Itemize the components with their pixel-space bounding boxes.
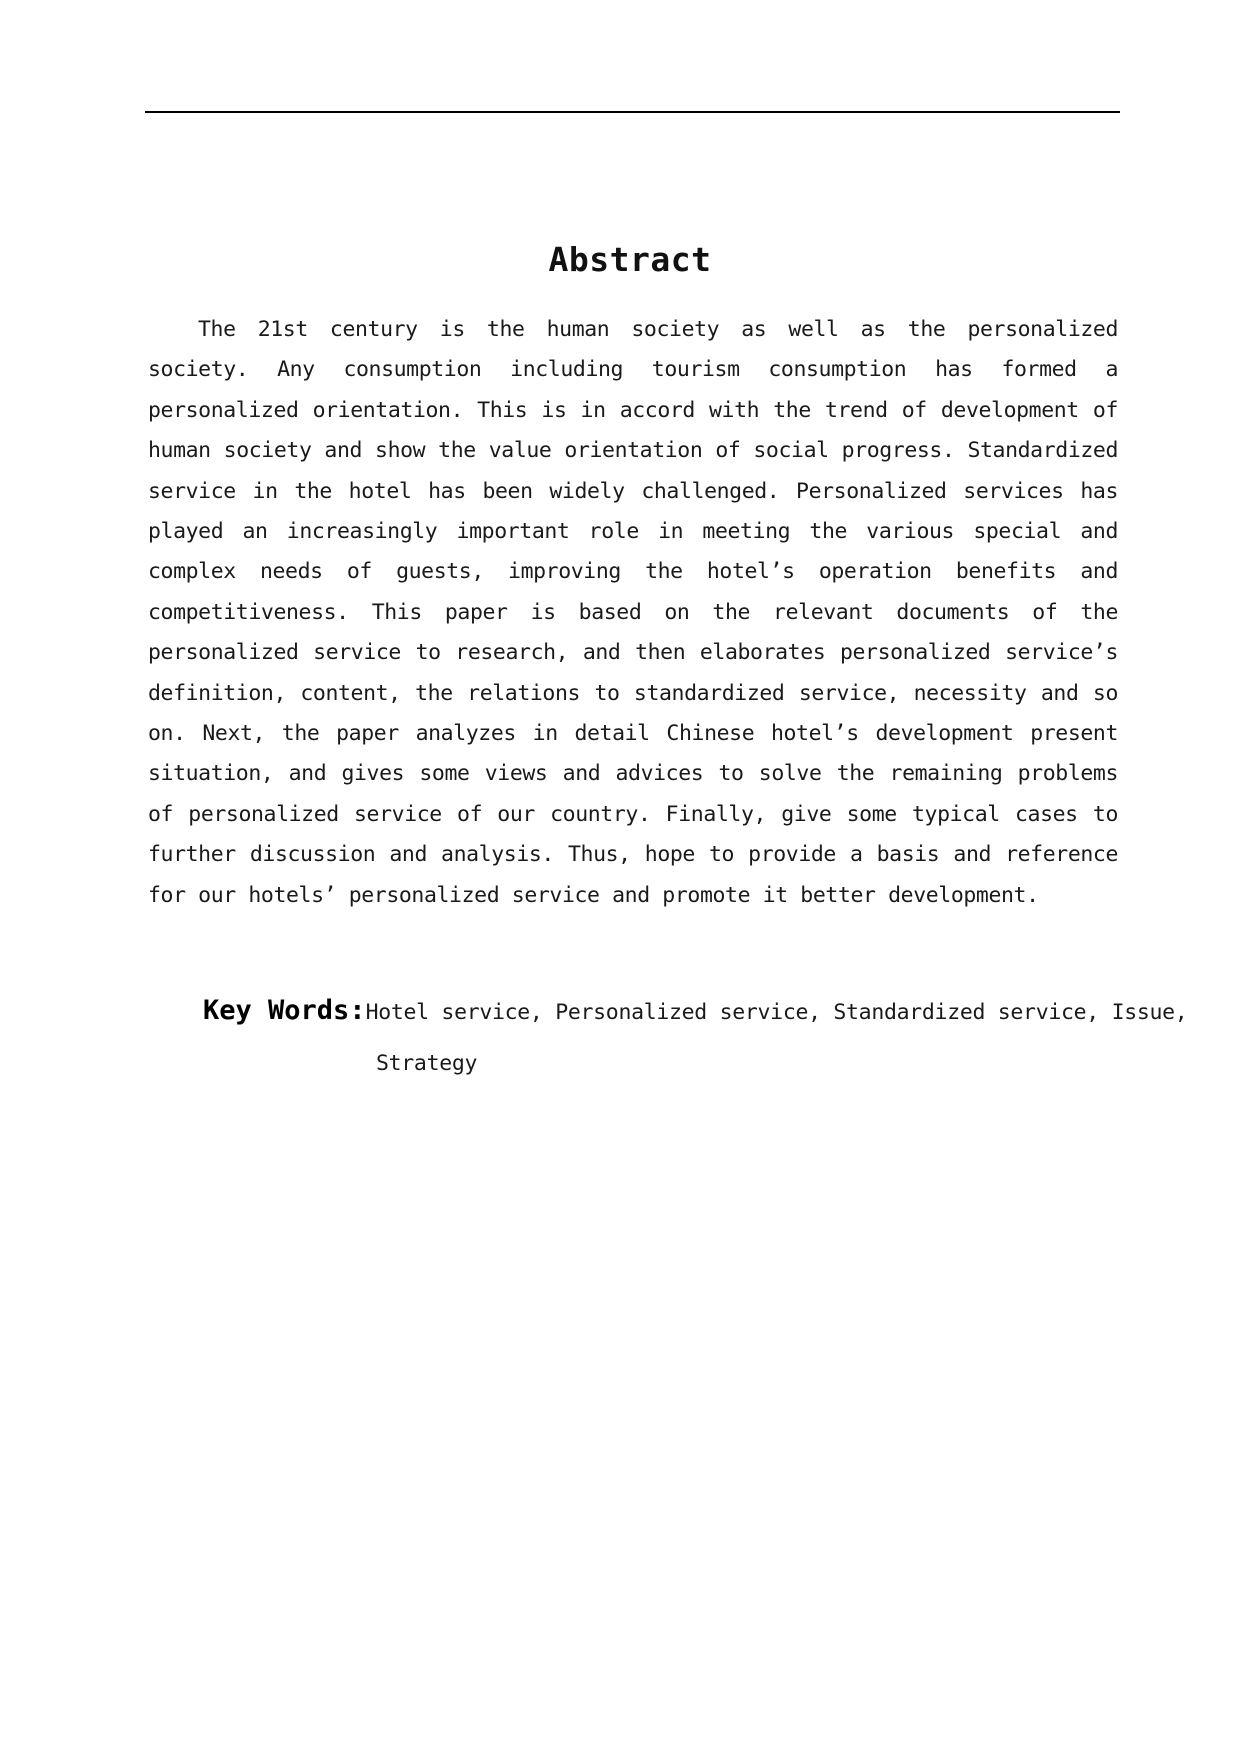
keywords-label: Key Words: — [203, 995, 366, 1026]
header-rule — [145, 111, 1120, 113]
keywords-line-2: Strategy — [376, 1051, 478, 1076]
abstract-body: The 21st century is the human society as well as the personalized society. Any consumption including tourism consumption has formed a personalized orientation. This is in accord with the trend of development of human society and show the value orientation of social progress. Standardized service in the hotel has been widely challenged. Personalized services has played an increasingly important role in meeting the various special and complex needs of guests, improving the hotel’s operation benefits and competitiveness. This paper is based on the relevant documents of the personalized service to research, and then elaborates personalized service’s definition, content, the relations to standardized service, necessity and so on. Next, the paper analyzes in detail Chinese hotel’s development present situation, and gives some views and advices to solve the remaining problems of personalized service of our country. Finally, give some typical cases to further discussion and analysis. Thus, hope to provide a basis and reference for our hotels’ personalized service and promote it better development. — [148, 317, 1118, 908]
abstract-title: Abstract — [548, 240, 712, 279]
keywords-line-1: Hotel service, Personalized service, Standardized service, Issue, — [365, 1000, 1188, 1025]
keywords-section — [203, 985, 1203, 1089]
